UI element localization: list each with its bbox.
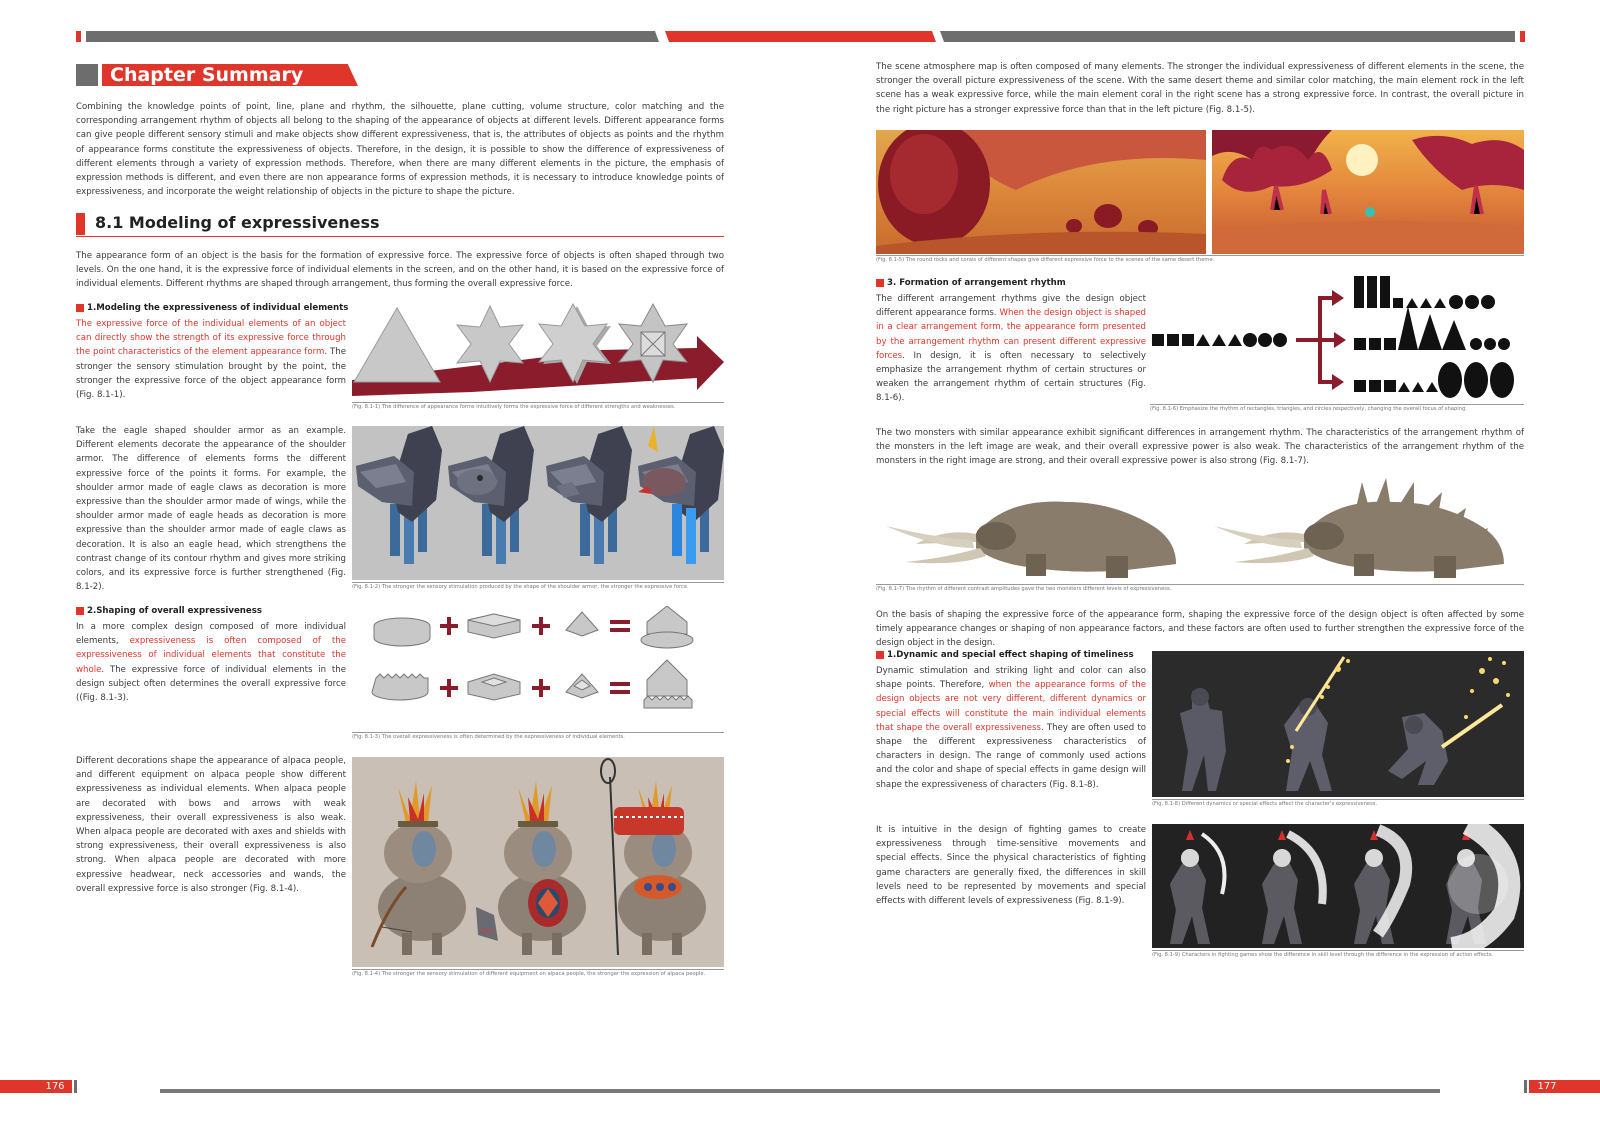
highlight-text: When the design object is shaped in a clear arrangement form, the appearance form presented by the arrangement rhythm can present different expressive forces (876, 308, 1146, 361)
top-header-bars (0, 0, 1600, 48)
subheading-dynamic-effects (876, 650, 1134, 660)
footer-rule (160, 1089, 1440, 1093)
fig-8-1-9-caption: (Fig. 8.1-9) Characters in fighting games show the difference in skill level through the difference in the expression of action effects. (1152, 950, 1524, 959)
fig-8-1-5-rock-scene (876, 130, 1206, 254)
fig-8-1-8-caption: (Fig. 8.1-8) Different dynamics or special effects affect the character's expressiveness. (1152, 799, 1524, 808)
chapter-title-gray-block (76, 64, 98, 86)
subheading-label: 2.Shaping of overall expressiveness (87, 606, 262, 616)
fig-8-1-4-caption: (Fig. 8.1-4) The stronger the sensory stimulation of different equipment on alpaca people, the stronger the expression of alpaca people. (352, 969, 724, 978)
alpaca-illustration (352, 757, 724, 967)
coral-scene-illustration (1212, 130, 1524, 254)
basis-text: On the basis of shaping the expressive force of the appearance form, shaping the expressive force of the design object is often affected by some timely appearance changes or shaping of non appearance factors, and these factors are often used to further strengthen the expressive force of the design object in the design. (876, 610, 1524, 649)
fig-8-1-7-caption: (Fig. 8.1-7) The rhythm of different contrast amplitudes gave the two monsters different levels of expressiveness. (876, 584, 1524, 593)
subheading-arrangement-rhythm (876, 278, 1066, 288)
footer-right-divider (1524, 1080, 1527, 1093)
highlight-text: The expressive force of the individual elements of an object can directly show the strength of its expressive force through the point characteristics of the element appearance form (76, 319, 346, 358)
subheading-square-icon (76, 304, 84, 312)
fig-8-1-5-coral-scene (1212, 130, 1524, 254)
fig-8-1-6-caption: (Fig. 8.1-6) Emphasize the rhythm of rectangles, triangles, and circles respectively, changing the overall focus of shaping. (1150, 404, 1524, 413)
highlight-text: expressiveness is often composed of the expressiveness of individual elements that constitute the whole (76, 636, 346, 675)
fighting-skills-illustration (1152, 824, 1524, 948)
scene-intro-text: The scene atmosphere map is often composed of many elements. The stronger the individual expressiveness of different elements in the scene, the stronger the overall picture expressiveness of the scene. With the same desert theme and similar color matching, the main element rock in the left scene has a weak expressive force, while the main element coral in the right scene has a strong expressive force. In contrast, the overall picture in the right picture has a stronger expressive force than that in the left picture (Fig. 8.1-5). (876, 62, 1524, 115)
section-marker (76, 213, 85, 235)
highlight-text: when the appearance forms of the design objects are not very different, different dynamics or special effects will constitute the main individual elements that shape the overall expressiveness (876, 680, 1146, 733)
fig-8-1-1-shapes-arrow (352, 298, 724, 404)
fig-8-1-1-caption: (Fig. 8.1-1) The difference of appearance forms intuitively forms the expressive force of different strengths and weaknesses. (352, 402, 724, 411)
fighters-effects-illustration (1152, 651, 1524, 797)
chapter-title: Chapter Summary (110, 64, 304, 86)
footer-left-divider (74, 1080, 77, 1093)
subheading-individual-elements (76, 303, 348, 313)
fig-8-1-3-caption: (Fig. 8.1-3) The overall expressiveness is often determined by the expressiveness of individual elements. (352, 732, 724, 741)
body-text: . In design, it is often necessary to selectively emphasize the arrangement rhythm of certain structures or weaken the arrangement rhythm of certain structures (Fig. 8.1-6). (876, 350, 1146, 404)
fig-8-1-6-rhythm-diagram (1150, 276, 1524, 408)
body-text: . They are often used to shape the different expressiveness characteristics of characters in design. The range of commonly used actions and the color and shape of special effects in game design will shape the expressiveness of characters (Fig. 8.1-8). (876, 722, 1146, 790)
page-number-left: 176 (45, 1081, 65, 1092)
fig-8-1-2-eagle-armor (352, 426, 724, 580)
eagle-armor-illustration (352, 426, 724, 580)
body-text: Dynamic stimulation and striking light and color can also shape points. Therefore, (876, 666, 1146, 691)
chapter-summary-text: Combining the knowledge points of point, line, plane and rhythm, the silhouette, plane cutting, volume structure, color matching and the corresponding arrangement rhythm of objects all belong to the shaping of the appearance of objects at different levels. Different appearance forms can give people different sensory stimuli and make objects show different expressiveness, that is, the attributes of objects as points and the rhythm of appearance forms constitute the expressiveness of objects. Therefore, in the design, it is possible to show the difference of expressiveness of different elements through a variety of expression methods. Therefore, when there are many different elements in the picture, the emphasis of expression methods is different, and even there are non appearance forms of expression methods, it is necessary to introduce knowledge points of expressiveness, and incorporate the weight relationship of objects in the picture to shape the picture. (76, 102, 724, 198)
subheading-square-icon (876, 651, 884, 659)
alpaca-text: Different decorations shape the appearance of alpaca people, and different equipment on alpaca people show different expressiveness as individual elements. When alpaca people are decorated with bows and arrows with weak expressiveness, their overall expressiveness is also weak. When alpaca people are decorated with axes and shields with strong expressiveness, their overall expressiveness is also strong. When alpaca people are decorated with more expressive headwear, neck accessories and wands, the overall expressive force is also stronger (Fig. 8.1-4). (76, 756, 346, 894)
subheading-label: 3. Formation of arrangement rhythm (887, 278, 1066, 288)
subheading-square-icon (876, 279, 884, 287)
fig-8-1-7-monsters (876, 478, 1524, 582)
fig-8-1-8-fighters-effects (1152, 651, 1524, 797)
body-text: The different arrangement rhythms give the design object different appearance forms. (876, 294, 1146, 319)
body-text: In a more complex design composed of more individual elements, (76, 622, 346, 647)
fighting-game-text: It is intuitive in the design of fighting games to create expressiveness through time-sensitive movements and special effects. Since the physical characteristics of fighting game characters are generally fixed, the differences in skill levels need to be represented by movements and special effects with different levels of expressiveness (Fig. 8.1-9). (876, 825, 1146, 907)
subheading-label: 1.Dynamic and special effect shaping of timeliness (887, 650, 1134, 660)
fig-8-1-9-fighting-skills (1152, 824, 1524, 948)
fig-8-1-3-shape-equations (352, 606, 724, 728)
section-title-underline (76, 236, 724, 237)
body-text: . The stronger the sensory stimulation brought by the point, the stronger the expressive force of the object appearance form (Fig. 8.1-1). (76, 347, 347, 401)
body-text: . The expressive force of individual elements in the design subject often determines the overall expressive force ((Fig. 8.1-3). (76, 664, 346, 704)
section-title: 8.1 Modeling of expressiveness (95, 213, 380, 232)
section-intro-text: The appearance form of an object is the basis for the formation of expressive force. The expressive force of objects is often shaped through two levels. On the one hand, it is the expressive force of individual elements in the screen, and on the other hand, it is based on the expressive force of individual elements. Different rhythms are shaped through arrangement, thus forming the overall expressive force. (76, 251, 724, 290)
monster-text: The two monsters with similar appearance exhibit significant differences in arrangement rhythm. The characteristics of the arrangement rhythm of the monsters in the left image are weak, and their overall expressive power is also weak. The characteristics of the arrangement rhythm of the monsters in the right image are strong, and their overall expressive power is also strong (Fig. 8.1-7). (876, 428, 1524, 467)
fig-8-1-4-alpaca-people (352, 757, 724, 967)
subheading-overall-expressiveness (76, 606, 262, 616)
subheading-square-icon (76, 607, 84, 615)
rock-scene-illustration (876, 130, 1206, 254)
fig-8-1-2-caption: (Fig. 8.1-2) The stronger the sensory stimulation produced by the shape of the shoulder armor, the stronger the expressive force. (352, 582, 724, 591)
subheading-label: 1.Modeling the expressiveness of individual elements (87, 303, 349, 313)
fig-8-1-5-caption: (Fig. 8.1-5) The round rocks and corals of different shapes give different expressive force to the scenes of the same desert theme. (876, 255, 1524, 264)
page-number-right: 177 (1537, 1081, 1557, 1092)
alpaca-shield-text: YAYA (480, 928, 495, 935)
eagle-armor-text: Take the eagle shaped shoulder armor as an example. Different elements decorate the appearance of the shoulder armor. The difference of elements forms the different expressive force of the points it forms. For example, the shoulder armor made of eagle claws as decoration is more expressive than the shoulder armor made of wings, while the shoulder armor made of eagle heads as decoration is more expressive than the shoulder armor made of eagle claws as decoration. It is also an eagle head, which strengthens the contrast change of its contour rhythm and gives more striking colors, and its expressive force is further strengthened (Fig. 8.1-2). (76, 426, 346, 593)
